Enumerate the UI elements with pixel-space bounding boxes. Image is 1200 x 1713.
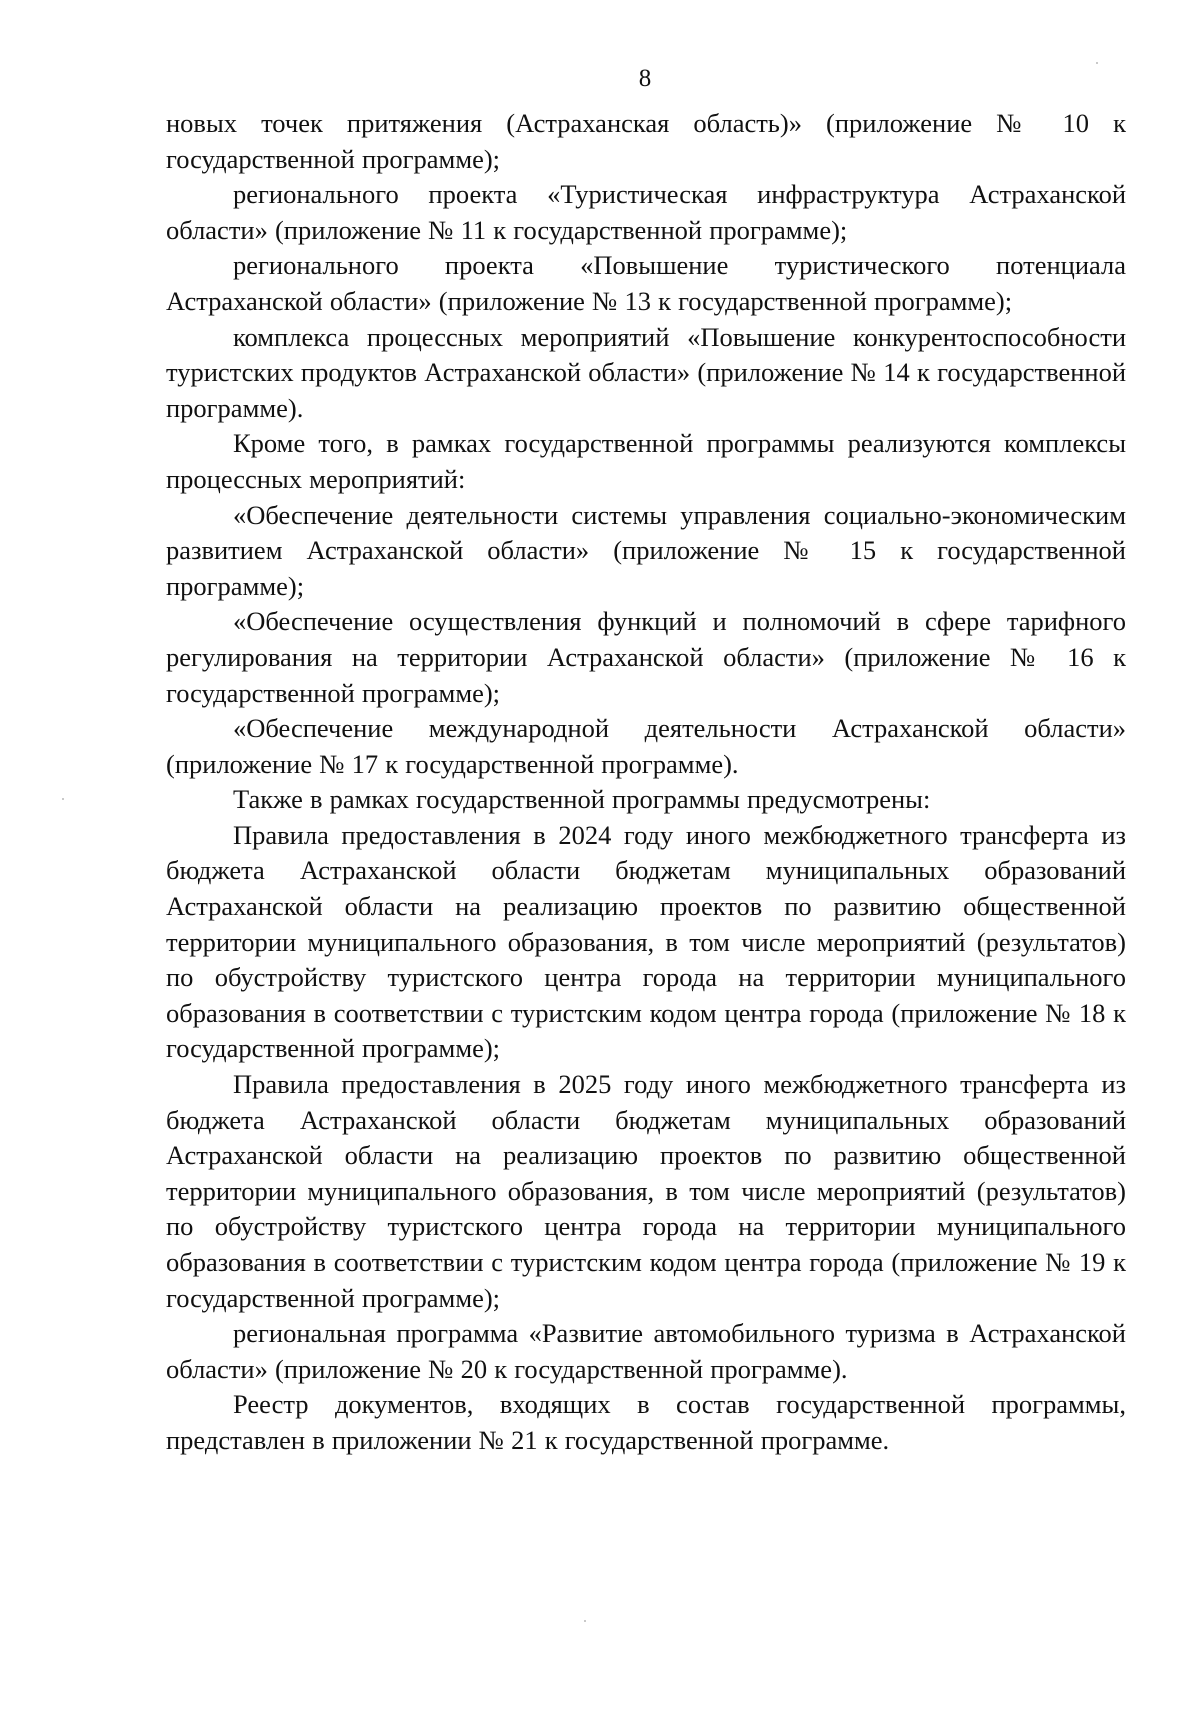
- scan-speck: [62, 798, 64, 800]
- paragraph-regional-project-potential: регионального проекта «Повышение туристического потенциала Астраханской области» (приложение № 13 к государственной программе);: [166, 250, 1126, 316]
- paragraph-process-complexes-intro: Кроме того, в рамках государственной программы реализуются комплексы процессных мероприятий:: [166, 428, 1126, 494]
- paragraph-rules-2024: Правила предоставления в 2024 году иного межбюджетного трансферта из бюджета Астраханской области бюджетам муниципальных образований Астраханской области на реализацию проектов по развитию общественной территории муниципального образования, в том числе мероприятий (результатов) по обустройству туристского центра города на территории муниципального образования в соответствии с туристским кодом центра города (приложение № 18 к государственной программе);: [166, 819, 1126, 1064]
- page-number: 8: [638, 65, 652, 92]
- scan-speck: [1096, 62, 1098, 64]
- paragraph-continuation: новых точек притяжения (Астраханская область)» (приложение № 10 к государственной программе);: [166, 108, 1126, 174]
- paragraph-auto-tourism-program: региональная программа «Развитие автомобильного туризма в Астраханской области» (приложение № 20 к государственной программе).: [166, 1318, 1126, 1384]
- paragraph-document-registry: Реестр документов, входящих в состав государственной программы, представлен в приложении № 21 к государственной программе.: [166, 1389, 1126, 1455]
- paragraph-international-activity: «Обеспечение международной деятельности Астраханской области» (приложение № 17 к государственной программе).: [166, 713, 1126, 779]
- paragraph-regional-project-infrastructure: регионального проекта «Туристическая инфраструктура Астраханской области» (приложение № 11 к государственной программе);: [166, 179, 1126, 245]
- paragraph-management-system: «Обеспечение деятельности системы управления социально-экономическим развитием Астраханской области» (приложение № 15 к государственной программе);: [166, 499, 1126, 601]
- scan-speck: [584, 1620, 586, 1622]
- paragraph-rules-2025: Правила предоставления в 2025 году иного межбюджетного трансферта из бюджета Астраханской области бюджетам муниципальных образований Астраханской области на реализацию проектов по развитию общественной территории муниципального образования, в том числе мероприятий (результатов) по обустройству туристского центра города на территории муниципального образования в соответствии с туристским кодом центра города (приложение № 19 к государственной программе);: [166, 1069, 1126, 1313]
- document-body: [166, 106, 1126, 1459]
- paragraph-tariff-regulation: «Обеспечение осуществления функций и полномочий в сфере тарифного регулирования на территории Астраханской области» (приложение № 16 к государственной программе);: [166, 606, 1126, 708]
- paragraph-process-complex-competitiveness: комплекса процессных мероприятий «Повышение конкурентоспособности туристских продуктов Астраханской области» (приложение № 14 к государственной программе).: [166, 321, 1126, 423]
- paragraph-also-provided: Также в рамках государственной программы предусмотрены:: [233, 784, 931, 815]
